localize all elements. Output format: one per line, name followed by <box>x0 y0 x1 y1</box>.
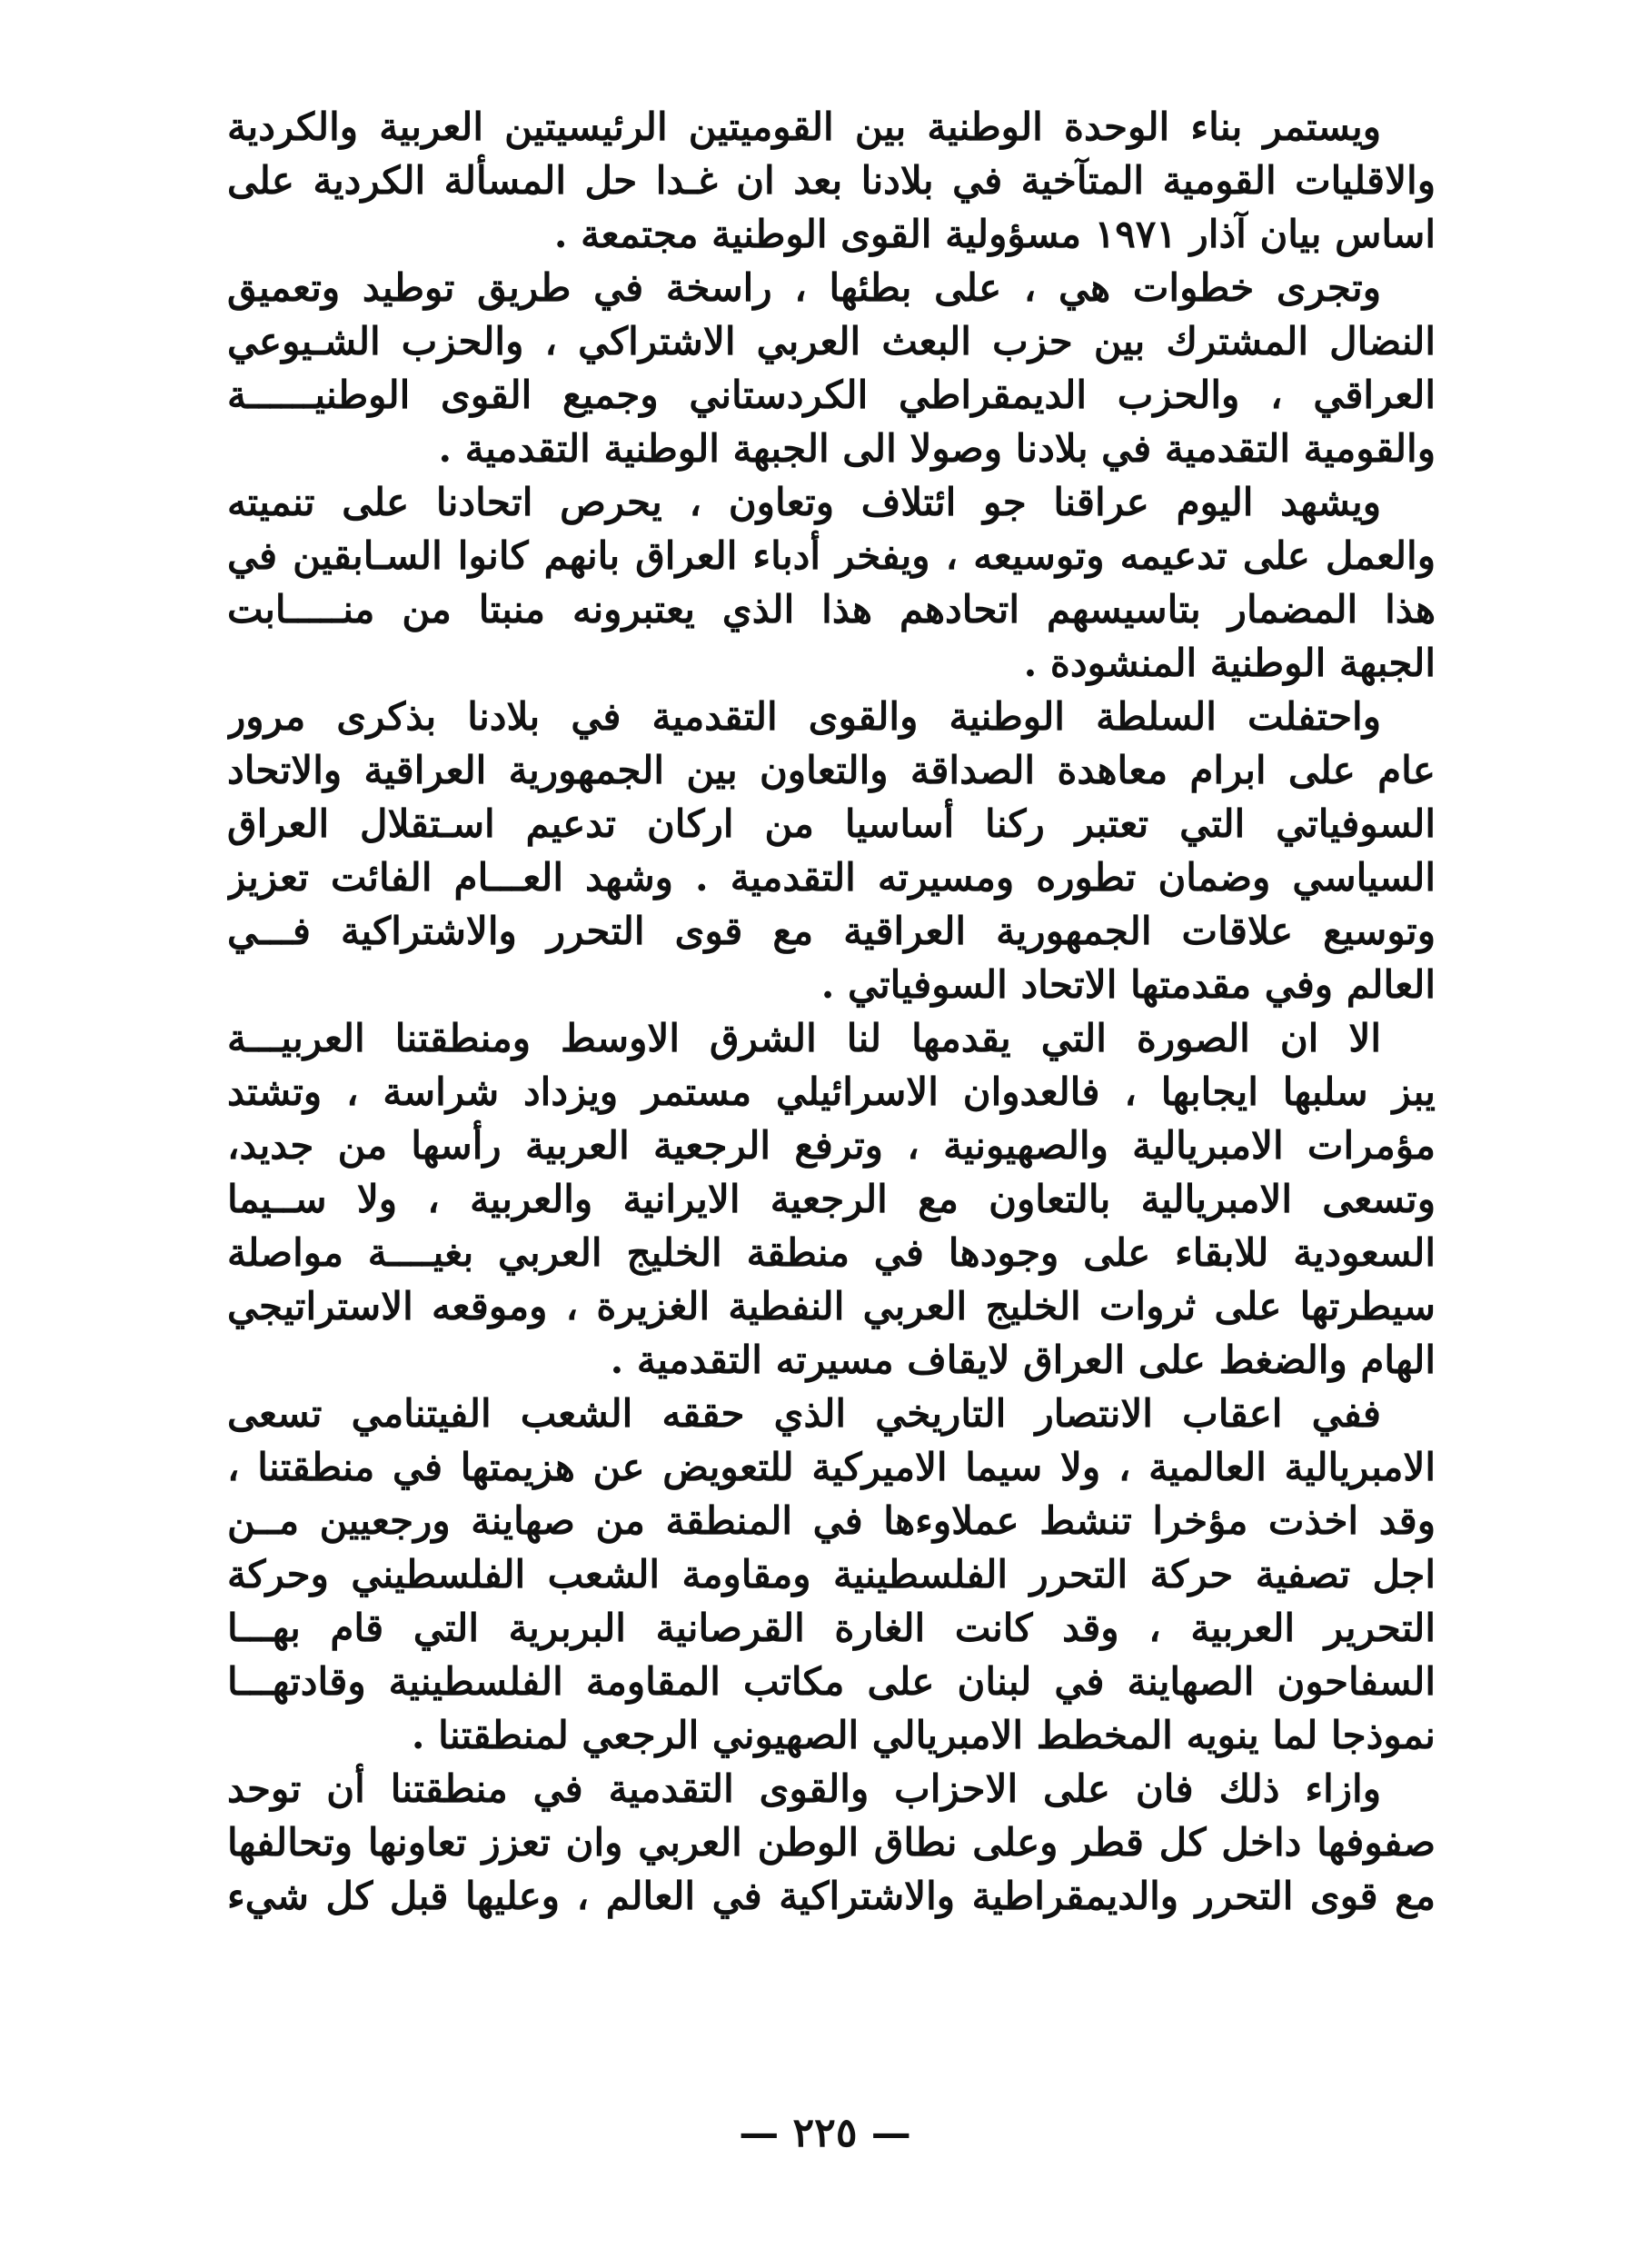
text-line: الامبريالية العالمية ، ولا سيما الاميركية للتعويض عن هزيمتها في منطقتنا ، <box>227 1445 1436 1489</box>
text-line: عام على ابرام معاهدة الصداقة والتعاون بين الجمهورية العراقية والاتحاد <box>227 748 1436 792</box>
text-line: العالم وفي مقدمتها الاتحاد السوفياتي . <box>820 962 1436 1007</box>
text-line: واحتفلت السلطة الوطنية والقوى التقدمية في بلادنا بذكرى مرور <box>227 694 1381 739</box>
paragraph-7 <box>227 1762 1436 1923</box>
body-text <box>227 100 1436 1923</box>
text-line: والاقليات القومية المتآخية في بلادنا بعد ان غـدا حل المسألة الكردية على <box>227 158 1436 203</box>
text-line: وتجرى خطوات هي ، على بطئها ، راسخة في طريق توطيد وتعميق <box>227 265 1381 310</box>
text-line: اجل تصفية حركة التحرر الفلسطينية ومقاومة الشعب الفلسطيني وحركة <box>227 1552 1436 1597</box>
text-line: صفوفها داخل كل قطر وعلى نطاق الوطن العربي وان تعزز تعاونها وتحالفها <box>227 1820 1436 1865</box>
text-line: النضال المشترك بين حزب البعث العربي الاشتراكي ، والحزب الشـيوعي <box>227 319 1436 363</box>
page-number: — ٢٢٥ — <box>739 2110 911 2156</box>
paragraph-1 <box>227 100 1436 261</box>
text-line: الا ان الصورة التي يقدمها لنا الشرق الاوسط ومنطقتنا العربيـــة <box>227 1016 1381 1060</box>
text-line: السعودية للابقاء على وجودها في منطقة الخليج العربي بغيــــة مواصلة <box>227 1230 1436 1275</box>
text-line: السفاحون الصهاينة في لبنان على مكاتب المقاومة الفلسطينية وقادتهـــا <box>227 1659 1436 1704</box>
text-line: مؤمرات الامبريالية والصهيونية ، وترفع الرجعية العربية رأسها من جديد، <box>227 1123 1436 1168</box>
paragraph-3 <box>227 475 1436 690</box>
text-line: والعمل على تدعيمه وتوسيعه ، ويفخر أدباء العراق بانهم كانوا السـابقين في <box>227 533 1436 578</box>
text-line: العراقي ، والحزب الديمقراطي الكردستاني وجميع القوى الوطنيــــــة <box>227 373 1436 417</box>
text-line: السياسي وضمان تطوره ومسيرته التقدمية . وشهد العـــام الفائت تعزيز <box>227 855 1436 900</box>
text-line: اساس بيان آذار ١٩٧١ مسؤولية القوى الوطنية مجتمعة . <box>553 212 1436 256</box>
text-line: مع قوى التحرر والديمقراطية والاشتراكية في العالم ، وعليها قبل كل شيء <box>227 1874 1436 1918</box>
text-line: وتسعى الامبريالية بالتعاون مع الرجعية الايرانية والعربية ، ولا ســيما <box>227 1177 1436 1221</box>
text-line: السوفياتي التي تعتبر ركنا أساسيا من اركان تدعيم اسـتقلال العراق <box>227 801 1436 846</box>
text-line: نموذجا لما ينويه المخطط الامبريالي الصهيوني الرجعي لمنطقتنا . <box>411 1713 1436 1757</box>
text-line: سيطرتها على ثروات الخليج العربي النفطية الغزيرة ، وموقعه الاستراتيجي <box>227 1284 1436 1328</box>
text-line: ويستمر بناء الوحدة الوطنية بين القوميتين الرئيسيتين العربية والكردية <box>227 104 1381 149</box>
paragraph-4 <box>227 690 1436 1011</box>
text-line: والقومية التقدمية في بلادنا وصولا الى الجبهة الوطنية التقدمية . <box>438 426 1436 471</box>
text-line: ففي اعقاب الانتصار التاريخي الذي حققه الشعب الفيتنامي تسعى <box>227 1391 1381 1436</box>
text-line: وازاء ذلك فان على الاحزاب والقوى التقدمية في منطقتنا أن توحد <box>227 1766 1381 1811</box>
text-line: وقد اخذت مؤخرا تنشط عملاوءها في المنطقة من صهاينة ورجعيين مــن <box>227 1498 1436 1543</box>
text-line: الهام والضغط على العراق لايقاف مسيرته التقدمية . <box>610 1338 1436 1382</box>
text-line: ويشهد اليوم عراقنا جو ائتلاف وتعاون ، يحرص اتحادنا على تنميته <box>227 480 1381 524</box>
text-line: وتوسيع علاقات الجمهورية العراقية مع قوى التحرر والاشتراكية فـــي <box>227 909 1436 953</box>
text-line: التحرير العربية ، وقد كانت الغارة القرصانية البربرية التي قام بهـــا <box>227 1606 1436 1650</box>
text-line: الجبهة الوطنية المنشودة . <box>1023 641 1436 685</box>
paragraph-6 <box>227 1387 1436 1762</box>
paragraph-5 <box>227 1011 1436 1387</box>
text-line: هذا المضمار بتاسيسهم اتحادهم هذا الذي يعتبرونه منبتا من منـــــابت <box>227 587 1436 632</box>
text-line: يبز سلبها ايجابها ، فالعدوان الاسرائيلي مستمر ويزداد شراسة ، وتشتد <box>227 1069 1436 1114</box>
paragraph-2 <box>227 261 1436 475</box>
